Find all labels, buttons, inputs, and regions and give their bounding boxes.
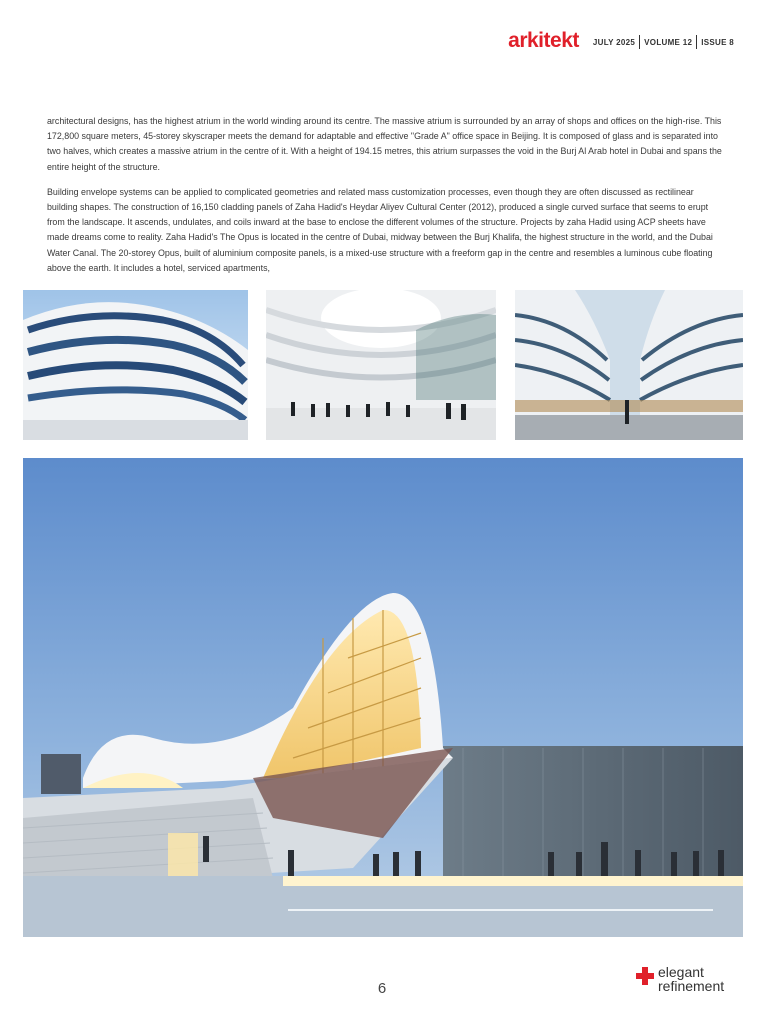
footer-brand	[636, 965, 724, 993]
masthead	[508, 30, 738, 52]
red-cross-icon	[636, 967, 654, 985]
photo-towers-courtyard	[515, 290, 743, 440]
tagline-line-2: refinement	[658, 978, 725, 994]
photo-heydar-aliyev-center	[23, 458, 743, 937]
page-number: 6	[377, 980, 387, 997]
issue-info	[589, 35, 738, 52]
issue-number: ISSUE 8	[701, 37, 734, 47]
magazine-logo: arkitekt	[508, 29, 579, 52]
article-body	[47, 114, 723, 286]
tagline-line-1: elegant	[658, 964, 704, 980]
issue-date: JULY 2025	[592, 37, 636, 47]
photo-atrium-interior	[266, 290, 496, 440]
tagline	[658, 965, 724, 993]
issue-volume: VOLUME 12	[644, 37, 693, 47]
paragraph-2: Building envelope systems can be applied to complicated geometries and related mass customization processes, even though they are often discussed as rectilinear building shapes. The construction of 16,150 cladding panels of Zaha Hadid's Heydar Aliyev Cultural Center (2012), produced a single curved surface that seems to erupt from the landscape. It ascends, undulates, and coils inward at the base to enclose the different volumes of the structure. Projects by zaha Hadid using ACP sheets have made dreams come to reality. Zaha Hadid's The Opus is located in the centre of Dubai, midway between the Burj Khalifa, the highest structure in the world, and the Dubai Water Canal. The 20-storey Opus, built of aluminium composite panels, is a mixed-use structure with a freeform gap in the centre and resembles a luminous cube floating above the earth. It includes a hotel, serviced apartments,	[47, 186, 713, 273]
photo-building-exterior	[23, 290, 248, 440]
paragraph-1: architectural designs, has the highest atrium in the world winding around its centre. The massive atrium is surrounded by an array of shops and offices on the high-rise. This 172,800 square meters, 45-storey skyscraper meets the demand for adaptable and effective "Grade A" office space in Beijing. It is composed of glass and is separated into two halves, which creates a massive atrium in the centre of it. With a height of 194.15 metres, this atrium surpasses the void in the Burj Al Arab hotel in Dubai and spans the entire height of the structure.	[47, 116, 722, 172]
